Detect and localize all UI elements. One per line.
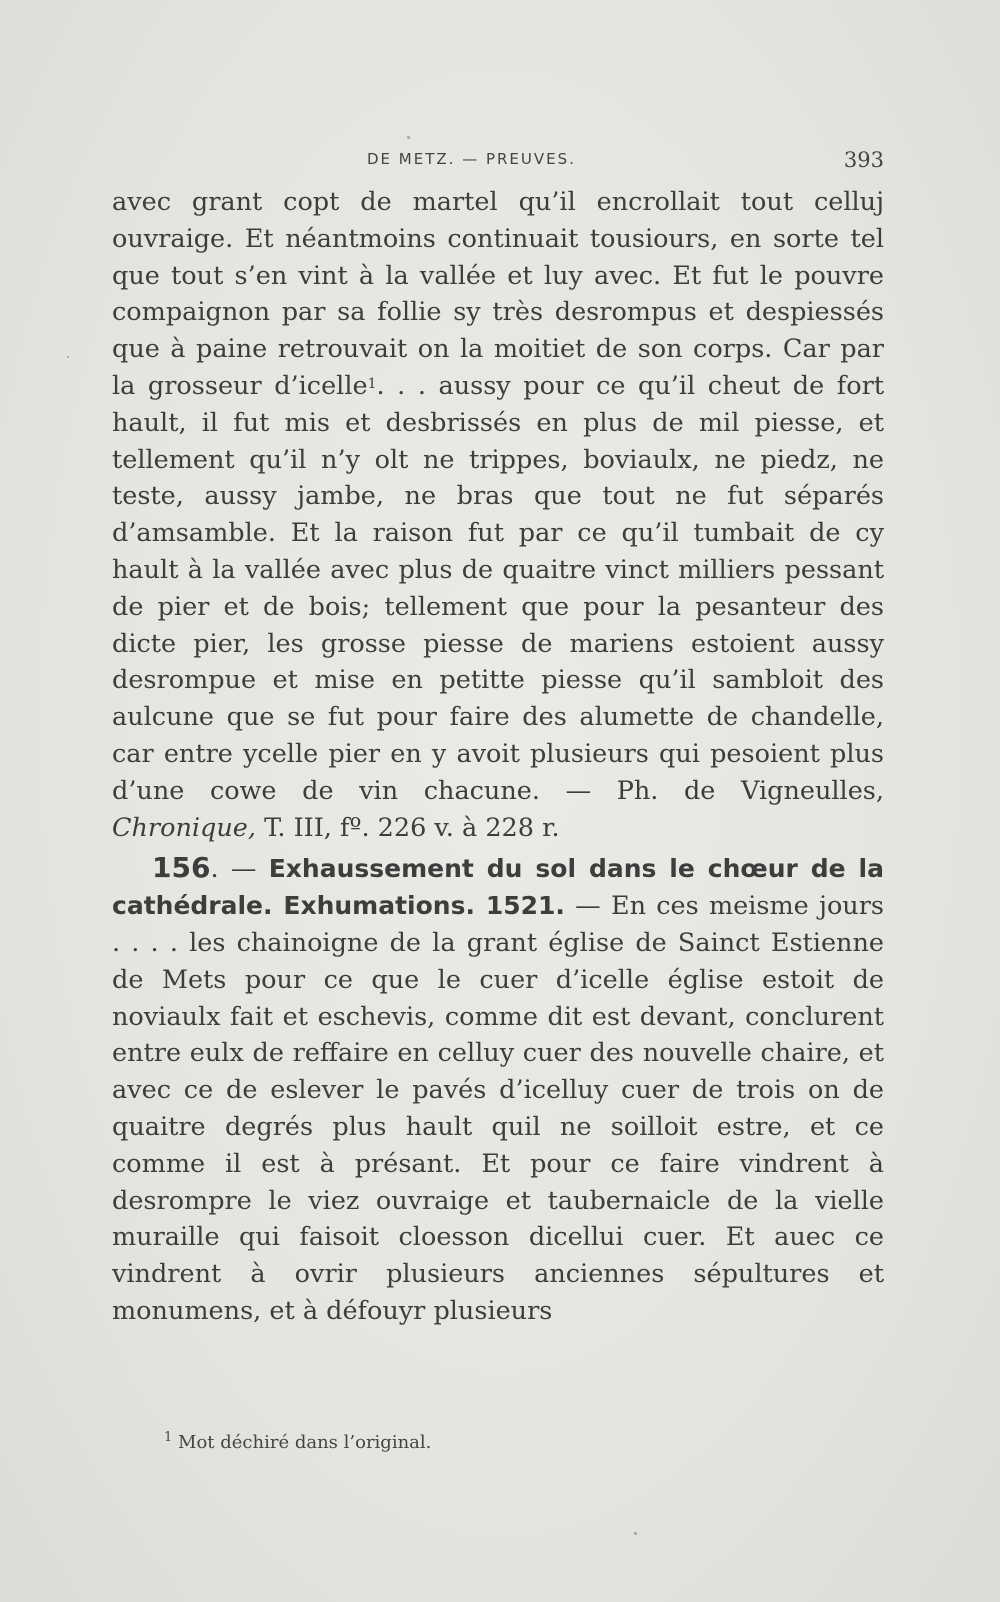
paper-speck — [407, 136, 410, 139]
source-reference: T. III, fº. 226 v. à 228 r. — [264, 812, 560, 843]
footnote-text: Mot déchiré dans l’original. — [178, 1432, 432, 1453]
paragraph-text-part2: . . . aussy pour ce qu’il cheut de fort hault, il fut mis et desbrissés en plus de mil piesse, et tellement qu’il n’y olt ne trippes, boviaulx, ne piedz, ne teste, aussy jambe, ne bras que tout ne fut séparés d’amsamble. Et la raison fut par ce qu’il tumbait de cy hault à la vallée avec plus de quaitre vinct milliers pessant de pier et de bois; tellement que pour la pesanteur des dicte pier, les grosse piesse de mariens estoient aussy desrompue et mise en petitte piesse qu’il sambloit des aulcune que se fut pour faire des alumette de chandelle, car entre ycelle pier en y avoit plusieurs qui pesoient plus d’une cowe de vin chacune. — Ph. de Vigneulles, — [112, 370, 885, 806]
footnote-reference: 1 — [367, 375, 377, 392]
page-header — [112, 148, 884, 176]
entry-text: En ces meisme jours . . . . les chainoigne de la grant église de Sainct Estienne de Mets pour ce que le cuer d’icelle église estoit de noviaulx fait et eschevis, comme dit est devant, conclurent entre eulx de reffaire en celluy cuer des nouvelle chaire, et avec ce de eslever le pavés d’icelluy cuer de trois on de quaitre degrés plus hault quil ne soilloit estre, et ce comme il est à présant. Et pour ce faire vindrent à desrompre le viez ouvraige et taubernaicle de la vielle muraille qui faisoit cloesson dicellui cuer. Et auec ce vindrent à ovrir plusieurs anciennes sépultures et monumens, et à défouyr plusieurs — [112, 891, 884, 1326]
entry-title-separator: . — — [210, 854, 269, 885]
page-number: 393 — [843, 148, 884, 172]
entry-title: Exhaussement du sol dans le chœur de la cathédrale. Exhumations. 1521. — [112, 854, 884, 921]
continued-paragraph — [112, 184, 884, 846]
main-text — [112, 184, 884, 1330]
footnote — [164, 1432, 431, 1453]
footnote-marker: 1 — [164, 1430, 173, 1445]
paper-speck — [67, 356, 69, 358]
source-title: Chronique, — [112, 812, 256, 843]
entry-number: 156 — [152, 851, 211, 885]
paragraph-text-part1: avec grant copt de martel qu’il encrollait tout celluj ouvraige. Et néantmoins continuait tousiours, en sorte tel que tout s’en vint à la vallée et luy avec. Et fut le pouvre compaignon par sa follie sy très desrompus et despiessés que à paine retrouvait on la moitiet de son corps. Car par la grosseur d’icelle — [112, 187, 884, 401]
paper-speck — [634, 1532, 637, 1535]
document-entry-156 — [112, 850, 884, 1329]
running-title: DE METZ. — PREUVES. — [367, 150, 576, 168]
entry-dash: — — [564, 891, 611, 922]
